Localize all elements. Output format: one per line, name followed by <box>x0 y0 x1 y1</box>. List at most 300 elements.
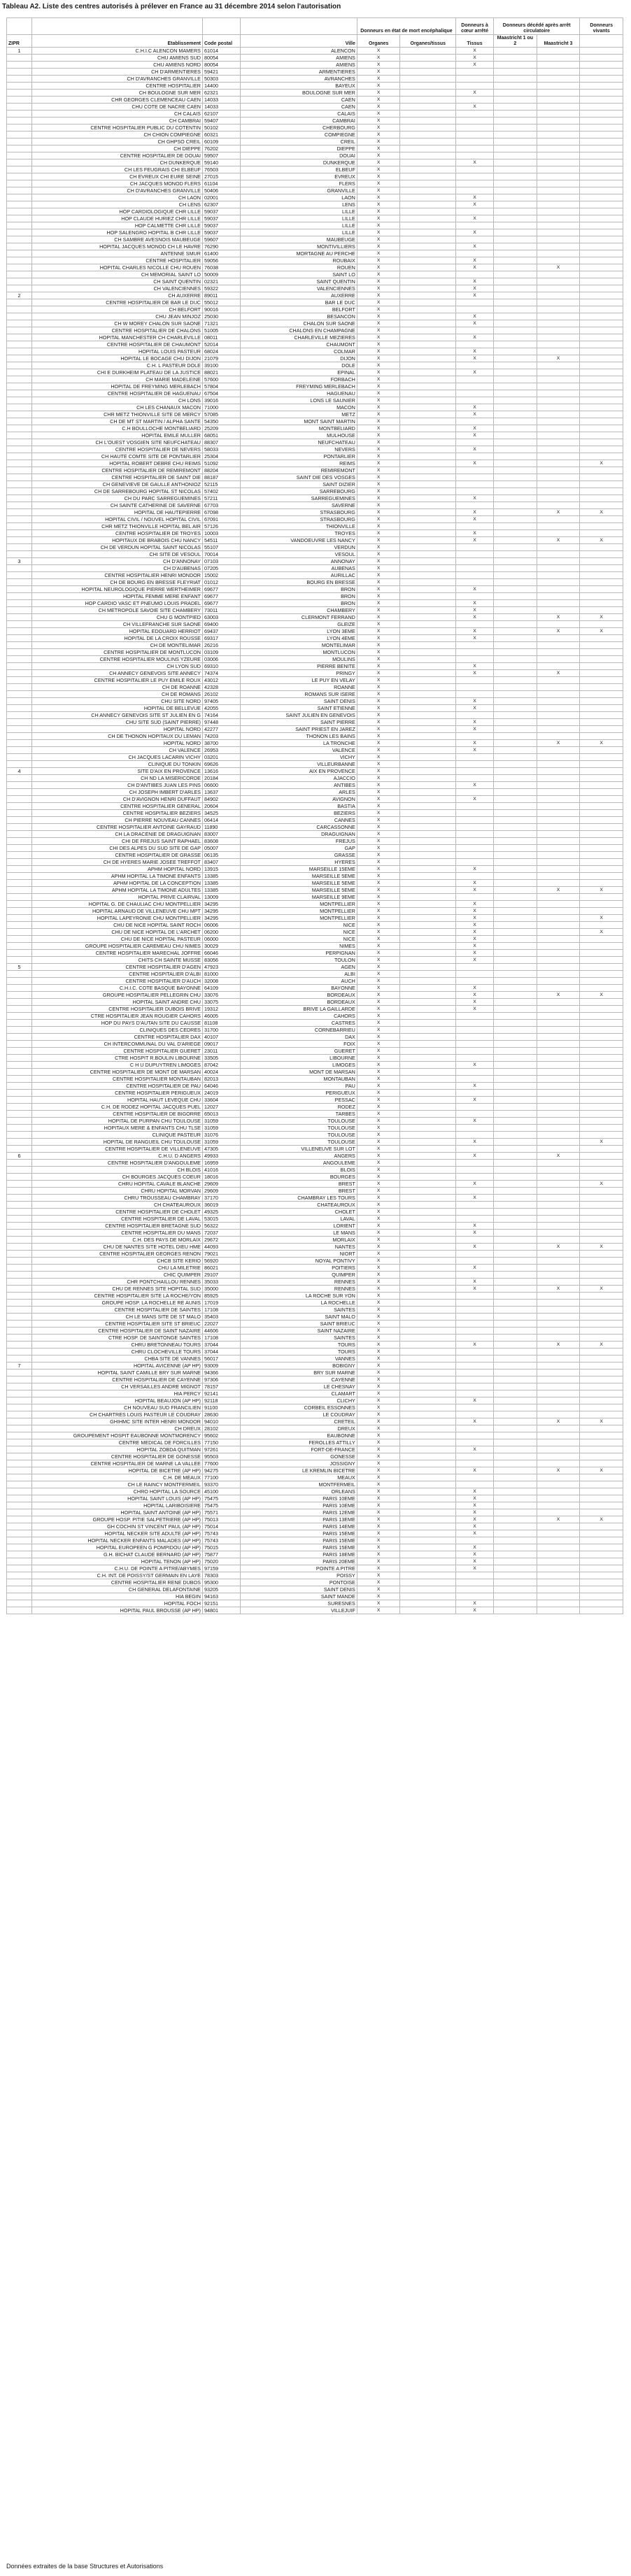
mark-donneur-vivant <box>580 1153 623 1160</box>
mark-maastricht-12 <box>494 523 537 530</box>
etablissement-cell: CH LE MANS SITE DE ST MALO <box>31 1314 202 1321</box>
etablissement-cell: CHU JEAN MINJOZ <box>31 313 202 320</box>
code-postal-cell: 59322 <box>202 285 240 292</box>
code-postal-cell: 06600 <box>202 782 240 789</box>
etablissement-cell: CHU G MONTPIED <box>31 614 202 621</box>
table-row <box>7 1006 623 1013</box>
mark-donneur-vivant <box>580 159 623 166</box>
mark-maastricht-12 <box>494 852 537 859</box>
mark-maastricht-12 <box>494 894 537 901</box>
code-postal-cell: 93205 <box>202 1586 240 1593</box>
code-postal-cell: 40107 <box>202 1034 240 1041</box>
mark-organes: X <box>357 1181 400 1188</box>
table-row <box>7 1509 623 1516</box>
table-row <box>7 467 623 474</box>
code-postal-cell: 59421 <box>202 69 240 76</box>
mark-donneur-vivant <box>580 467 623 474</box>
header-organes: Organes <box>357 35 400 48</box>
table-row <box>7 1090 623 1097</box>
mark-maastricht-12 <box>494 243 537 250</box>
code-postal-cell: 32008 <box>202 978 240 985</box>
mark-donneur-vivant <box>580 1397 623 1404</box>
code-postal-cell: 57600 <box>202 376 240 383</box>
code-postal-cell: 59037 <box>202 215 240 222</box>
mark-maastricht-12 <box>494 48 537 55</box>
mark-donneur-vivant <box>580 593 623 600</box>
mark-organes-tissus <box>400 789 456 796</box>
mark-organes: X <box>357 817 400 824</box>
mark-tissus <box>456 502 494 509</box>
etablissement-cell: CENTRE HOSPITALIER DE PAU <box>31 1083 202 1090</box>
mark-maastricht-12 <box>494 432 537 439</box>
ville-cell: SAINT DENIS <box>240 1586 357 1593</box>
mark-donneur-vivant <box>580 796 623 803</box>
ville-cell: PARIS 14EME <box>240 1523 357 1530</box>
code-postal-cell: 59037 <box>202 229 240 236</box>
mark-organes: X <box>357 1376 400 1383</box>
mark-donneur-vivant <box>580 866 623 873</box>
mark-organes: X <box>357 852 400 859</box>
code-postal-cell: 74374 <box>202 670 240 677</box>
mark-tissus <box>456 1335 494 1342</box>
code-postal-cell: 88187 <box>202 474 240 481</box>
zipr-cell <box>7 719 32 726</box>
code-postal-cell: 01012 <box>202 579 240 586</box>
etablissement-cell: CENTRE HOSPITALIER DE GONESSE <box>31 1453 202 1460</box>
mark-donneur-vivant <box>580 124 623 131</box>
mark-maastricht-3 <box>537 999 580 1006</box>
code-postal-cell: 70014 <box>202 551 240 558</box>
etablissement-cell: HOPITAL PRIVE CLAIRVAL <box>31 894 202 901</box>
table-row <box>7 964 623 971</box>
etablissement-cell: HOPITAL NECKER ENFANTS MALADES (AP HP) <box>31 1537 202 1544</box>
mark-maastricht-12 <box>494 1237 537 1244</box>
mark-maastricht-12 <box>494 614 537 621</box>
mark-maastricht-3 <box>537 1020 580 1027</box>
table-row <box>7 1418 623 1425</box>
mark-tissus <box>456 1027 494 1034</box>
zipr-cell <box>7 1006 32 1013</box>
etablissement-cell: HOPITAL SAINT CAMILLE BRY SUR MARNE <box>31 1369 202 1376</box>
mark-maastricht-12 <box>494 1069 537 1076</box>
mark-organes: X <box>357 656 400 663</box>
ville-cell: JOSSIGNY <box>240 1460 357 1467</box>
mark-maastricht-12 <box>494 1167 537 1174</box>
table-row <box>7 124 623 131</box>
mark-maastricht-3 <box>537 348 580 355</box>
mark-donneur-vivant <box>580 1027 623 1034</box>
mark-maastricht-12 <box>494 285 537 292</box>
code-postal-cell: 59056 <box>202 257 240 264</box>
mark-organes-tissus <box>400 1244 456 1251</box>
code-postal-cell: 80054 <box>202 62 240 69</box>
mark-donneur-vivant <box>580 1509 623 1516</box>
zipr-cell <box>7 1495 32 1502</box>
code-postal-cell: 75014 <box>202 1523 240 1530</box>
table-row <box>7 1453 623 1460</box>
mark-maastricht-12 <box>494 586 537 593</box>
ville-cell: AUXERRE <box>240 292 357 299</box>
mark-donneur-vivant <box>580 1544 623 1551</box>
zipr-cell <box>7 656 32 663</box>
header-group-dc: Donneurs décédé après arrêt circulatoire <box>494 18 580 35</box>
mark-organes-tissus <box>400 999 456 1006</box>
zipr-cell <box>7 1202 32 1209</box>
code-postal-cell: 93009 <box>202 1362 240 1369</box>
mark-donneur-vivant <box>580 670 623 677</box>
zipr-cell <box>7 817 32 824</box>
table-row <box>7 733 623 740</box>
mark-maastricht-12 <box>494 1502 537 1509</box>
mark-tissus <box>456 76 494 83</box>
mark-maastricht-3: X <box>537 537 580 544</box>
ville-cell: NOYAL PONTIVY <box>240 1258 357 1265</box>
mark-organes: X <box>357 1020 400 1027</box>
table-row <box>7 446 623 453</box>
ville-cell: PERPIGNAN <box>240 950 357 957</box>
mark-tissus: X <box>456 607 494 614</box>
mark-donneur-vivant <box>580 999 623 1006</box>
mark-donneur-vivant <box>580 1537 623 1544</box>
mark-maastricht-3 <box>537 873 580 880</box>
mark-maastricht-3 <box>537 1139 580 1146</box>
code-postal-cell: 95503 <box>202 1453 240 1460</box>
mark-maastricht-3 <box>537 1062 580 1069</box>
mark-organes: X <box>357 1335 400 1342</box>
zipr-cell <box>7 873 32 880</box>
code-postal-cell: 39100 <box>202 362 240 369</box>
mark-maastricht-3 <box>537 1090 580 1097</box>
table-row <box>7 985 623 992</box>
ville-cell: ANNONAY <box>240 558 357 565</box>
mark-tissus: X <box>456 1558 494 1565</box>
etablissement-cell: HOPITAL SAINT ANTOINE (AP HP) <box>31 1509 202 1516</box>
mark-organes: X <box>357 1272 400 1279</box>
table-row <box>7 292 623 299</box>
table-row <box>7 285 623 292</box>
mark-tissus: X <box>456 698 494 705</box>
mark-maastricht-12 <box>494 1195 537 1202</box>
zipr-cell <box>7 1376 32 1383</box>
mark-maastricht-12 <box>494 1223 537 1230</box>
mark-donneur-vivant <box>580 1090 623 1097</box>
mark-maastricht-12 <box>494 104 537 111</box>
table-row <box>7 1439 623 1446</box>
ville-cell: NEVERS <box>240 446 357 453</box>
mark-maastricht-3 <box>537 1390 580 1397</box>
table-row <box>7 978 623 985</box>
zipr-cell <box>7 810 32 817</box>
mark-organes-tissus <box>400 1593 456 1600</box>
ville-cell: PARIS 10EME <box>240 1495 357 1502</box>
zipr-cell <box>7 845 32 852</box>
mark-maastricht-3 <box>537 1537 580 1544</box>
table-row <box>7 670 623 677</box>
ville-cell: PARIS 15EME <box>240 1544 357 1551</box>
mark-maastricht-12 <box>494 663 537 670</box>
mark-tissus: X <box>456 880 494 887</box>
mark-tissus: X <box>456 55 494 62</box>
etablissement-cell: HOPITAL LAPEYRONIE CHU MONTPELLIER <box>31 915 202 922</box>
mark-donneur-vivant <box>580 173 623 180</box>
mark-organes: X <box>357 1467 400 1474</box>
mark-organes: X <box>357 1076 400 1083</box>
mark-maastricht-3 <box>537 635 580 642</box>
zipr-cell <box>7 796 32 803</box>
code-postal-cell: 36019 <box>202 1202 240 1209</box>
mark-organes: X <box>357 838 400 845</box>
zipr-cell <box>7 187 32 194</box>
etablissement-cell: HOP SALENGRO HOPITAL B CHR LILLE <box>31 229 202 236</box>
etablissement-cell: CH D'AUBENAS <box>31 565 202 572</box>
code-postal-cell: 75743 <box>202 1530 240 1537</box>
mark-tissus: X <box>456 1279 494 1286</box>
mark-maastricht-3 <box>537 124 580 131</box>
mark-tissus: X <box>456 404 494 411</box>
mark-tissus <box>456 642 494 649</box>
etablissement-cell: HOPITAL DE HAUTEPIERRE <box>31 509 202 516</box>
mark-organes: X <box>357 1425 400 1432</box>
zipr-cell <box>7 894 32 901</box>
mark-organes-tissus <box>400 278 456 285</box>
ville-cell: VERDUN <box>240 544 357 551</box>
mark-donneur-vivant <box>580 824 623 831</box>
code-postal-cell: 61400 <box>202 250 240 257</box>
mark-organes-tissus <box>400 1146 456 1153</box>
etablissement-cell: CHI DES ALPES DU SUD SITE DE GAP <box>31 845 202 852</box>
mark-maastricht-3 <box>537 278 580 285</box>
ville-cell: VILLEJUIF <box>240 1607 357 1614</box>
mark-organes-tissus <box>400 1474 456 1481</box>
mark-maastricht-3 <box>537 1369 580 1376</box>
mark-tissus: X <box>456 1418 494 1425</box>
ville-cell: PESSAC <box>240 1097 357 1104</box>
ville-cell: LA TRONCHE <box>240 740 357 747</box>
ville-cell: SAINT DIZIER <box>240 481 357 488</box>
mark-maastricht-12 <box>494 1404 537 1411</box>
table-row <box>7 950 623 957</box>
table-row <box>7 69 623 76</box>
header-organes-tissus: Organes/tissus <box>400 35 456 48</box>
code-postal-cell: 83407 <box>202 859 240 866</box>
header-etab-label: Etablissement <box>31 35 202 48</box>
mark-maastricht-12 <box>494 1265 537 1272</box>
mark-organes: X <box>357 1153 400 1160</box>
code-postal-cell: 35403 <box>202 1314 240 1321</box>
mark-tissus: X <box>456 215 494 222</box>
ville-cell: CHALON SUR SAONE <box>240 320 357 327</box>
zipr-cell <box>7 97 32 104</box>
mark-tissus: X <box>456 201 494 208</box>
ville-cell: CHERBOURG <box>240 124 357 131</box>
etablissement-cell: ANTENNE SMUR <box>31 250 202 257</box>
mark-maastricht-12 <box>494 509 537 516</box>
table-row <box>7 1125 623 1132</box>
mark-maastricht-12 <box>494 1083 537 1090</box>
mark-maastricht-3 <box>537 1509 580 1516</box>
mark-tissus <box>456 180 494 187</box>
mark-maastricht-12 <box>494 1111 537 1118</box>
mark-organes: X <box>357 222 400 229</box>
ville-cell: COLMAR <box>240 348 357 355</box>
code-postal-cell: 69677 <box>202 586 240 593</box>
table-row <box>7 145 623 152</box>
ville-cell: CAHORS <box>240 1013 357 1020</box>
ville-cell: SARREBOURG <box>240 488 357 495</box>
mark-maastricht-3 <box>537 565 580 572</box>
mark-tissus <box>456 1020 494 1027</box>
mark-donneur-vivant <box>580 236 623 243</box>
mark-organes-tissus <box>400 684 456 691</box>
code-postal-cell: 50009 <box>202 271 240 278</box>
zipr-cell <box>7 1509 32 1516</box>
etablissement-cell: HOPITAL ROBERT DEBRE CHU REIMS <box>31 460 202 467</box>
table-row <box>7 852 623 859</box>
mark-organes-tissus <box>400 782 456 789</box>
mark-maastricht-12 <box>494 558 537 565</box>
mark-tissus <box>456 1055 494 1062</box>
code-postal-cell: 02321 <box>202 278 240 285</box>
mark-maastricht-3 <box>537 97 580 104</box>
mark-organes: X <box>357 712 400 719</box>
etablissement-cell: CH DE ROMANS <box>31 691 202 698</box>
etablissement-cell: C.H.I.C ALENCON MAMERS <box>31 48 202 55</box>
mark-tissus <box>456 390 494 397</box>
mark-tissus <box>456 971 494 978</box>
etablissement-cell: HOPITAL CHARLES NICOLLE CHU ROUEN <box>31 264 202 271</box>
mark-tissus: X <box>456 635 494 642</box>
mark-maastricht-3 <box>537 1209 580 1216</box>
mark-organes: X <box>357 1495 400 1502</box>
code-postal-cell: 10003 <box>202 530 240 537</box>
mark-maastricht-3 <box>537 194 580 201</box>
mark-maastricht-12 <box>494 1188 537 1195</box>
mark-maastricht-12 <box>494 236 537 243</box>
zipr-cell <box>7 1251 32 1258</box>
zipr-cell <box>7 950 32 957</box>
code-postal-cell: 33075 <box>202 999 240 1006</box>
ville-cell: MEAUX <box>240 1474 357 1481</box>
code-postal-cell: 86021 <box>202 1265 240 1272</box>
mark-donneur-vivant <box>580 698 623 705</box>
table-row <box>7 523 623 530</box>
mark-tissus <box>456 1425 494 1432</box>
mark-organes-tissus <box>400 1321 456 1328</box>
mark-organes: X <box>357 138 400 145</box>
mark-organes: X <box>357 516 400 523</box>
mark-organes-tissus <box>400 1272 456 1279</box>
mark-organes: X <box>357 76 400 83</box>
mark-maastricht-12 <box>494 481 537 488</box>
zipr-cell <box>7 551 32 558</box>
mark-tissus: X <box>456 1397 494 1404</box>
mark-organes: X <box>357 397 400 404</box>
mark-maastricht-12 <box>494 1174 537 1181</box>
mark-tissus <box>456 1237 494 1244</box>
mark-organes: X <box>357 1055 400 1062</box>
mark-tissus <box>456 754 494 761</box>
mark-organes: X <box>357 887 400 894</box>
zipr-cell <box>7 1411 32 1418</box>
etablissement-cell: CENTRE HOSPITALIER SITE ST BRIEUC <box>31 1321 202 1328</box>
mark-organes: X <box>357 425 400 432</box>
zipr-cell <box>7 229 32 236</box>
mark-organes-tissus <box>400 159 456 166</box>
mark-organes: X <box>357 964 400 971</box>
mark-donneur-vivant: X <box>580 537 623 544</box>
mark-maastricht-3: X <box>537 1342 580 1349</box>
mark-maastricht-3 <box>537 1565 580 1572</box>
mark-organes: X <box>357 166 400 173</box>
etablissement-cell: CENTRE MEDICAL DE FORCILLES <box>31 1439 202 1446</box>
mark-maastricht-3 <box>537 747 580 754</box>
mark-organes: X <box>357 118 400 124</box>
ville-cell: CORNEBARRIEU <box>240 1027 357 1034</box>
ville-cell: NIMES <box>240 943 357 950</box>
mark-maastricht-12 <box>494 733 537 740</box>
mark-organes-tissus <box>400 467 456 474</box>
zipr-cell <box>7 544 32 551</box>
ville-cell: CHARLEVILLE MEZIERES <box>240 334 357 341</box>
mark-maastricht-3 <box>537 180 580 187</box>
table-row <box>7 1062 623 1069</box>
mark-organes: X <box>357 439 400 446</box>
zipr-cell <box>7 118 32 124</box>
ville-cell: PAU <box>240 1083 357 1090</box>
mark-donneur-vivant <box>580 1076 623 1083</box>
mark-tissus <box>456 69 494 76</box>
ville-cell: BESANCON <box>240 313 357 320</box>
etablissement-cell: C.H. L PASTEUR DOLE <box>31 362 202 369</box>
mark-organes: X <box>357 1300 400 1307</box>
code-postal-cell: 42328 <box>202 684 240 691</box>
etablissement-cell: HOPITAL NEUROLOGIQUE PIERRE WERTHEIMER <box>31 586 202 593</box>
table-row <box>7 1286 623 1293</box>
etablissement-cell: CENTRE HOSPITALIER DE CHOLET <box>31 1209 202 1216</box>
ville-cell: SAINT LO <box>240 271 357 278</box>
mark-organes: X <box>357 1265 400 1272</box>
mark-donneur-vivant <box>580 922 623 929</box>
mark-tissus <box>456 649 494 656</box>
etablissement-cell: CENTRE HOSPITALIER DUBOIS BRIVE <box>31 1006 202 1013</box>
table-row <box>7 901 623 908</box>
zipr-cell <box>7 1460 32 1467</box>
code-postal-cell: 24019 <box>202 1090 240 1097</box>
code-postal-cell: 35033 <box>202 1279 240 1286</box>
mark-organes: X <box>357 1195 400 1202</box>
mark-organes: X <box>357 796 400 803</box>
ville-cell: PARIS 10EME <box>240 1502 357 1509</box>
mark-maastricht-12 <box>494 1432 537 1439</box>
mark-maastricht-12 <box>494 1572 537 1579</box>
mark-maastricht-12 <box>494 348 537 355</box>
mark-organes-tissus <box>400 712 456 719</box>
zipr-cell <box>7 145 32 152</box>
mark-donneur-vivant <box>580 97 623 104</box>
etablissement-cell: CH D'ANNONAY <box>31 558 202 565</box>
mark-maastricht-12 <box>494 943 537 950</box>
mark-maastricht-3 <box>537 271 580 278</box>
table-row <box>7 55 623 62</box>
ville-cell: NEUFCHATEAU <box>240 439 357 446</box>
ville-cell: ANGERS <box>240 1153 357 1160</box>
mark-organes-tissus <box>400 292 456 299</box>
table-row <box>7 278 623 285</box>
mark-donneur-vivant <box>580 1062 623 1069</box>
mark-tissus <box>456 691 494 698</box>
code-postal-cell: 77150 <box>202 1439 240 1446</box>
mark-tissus: X <box>456 313 494 320</box>
